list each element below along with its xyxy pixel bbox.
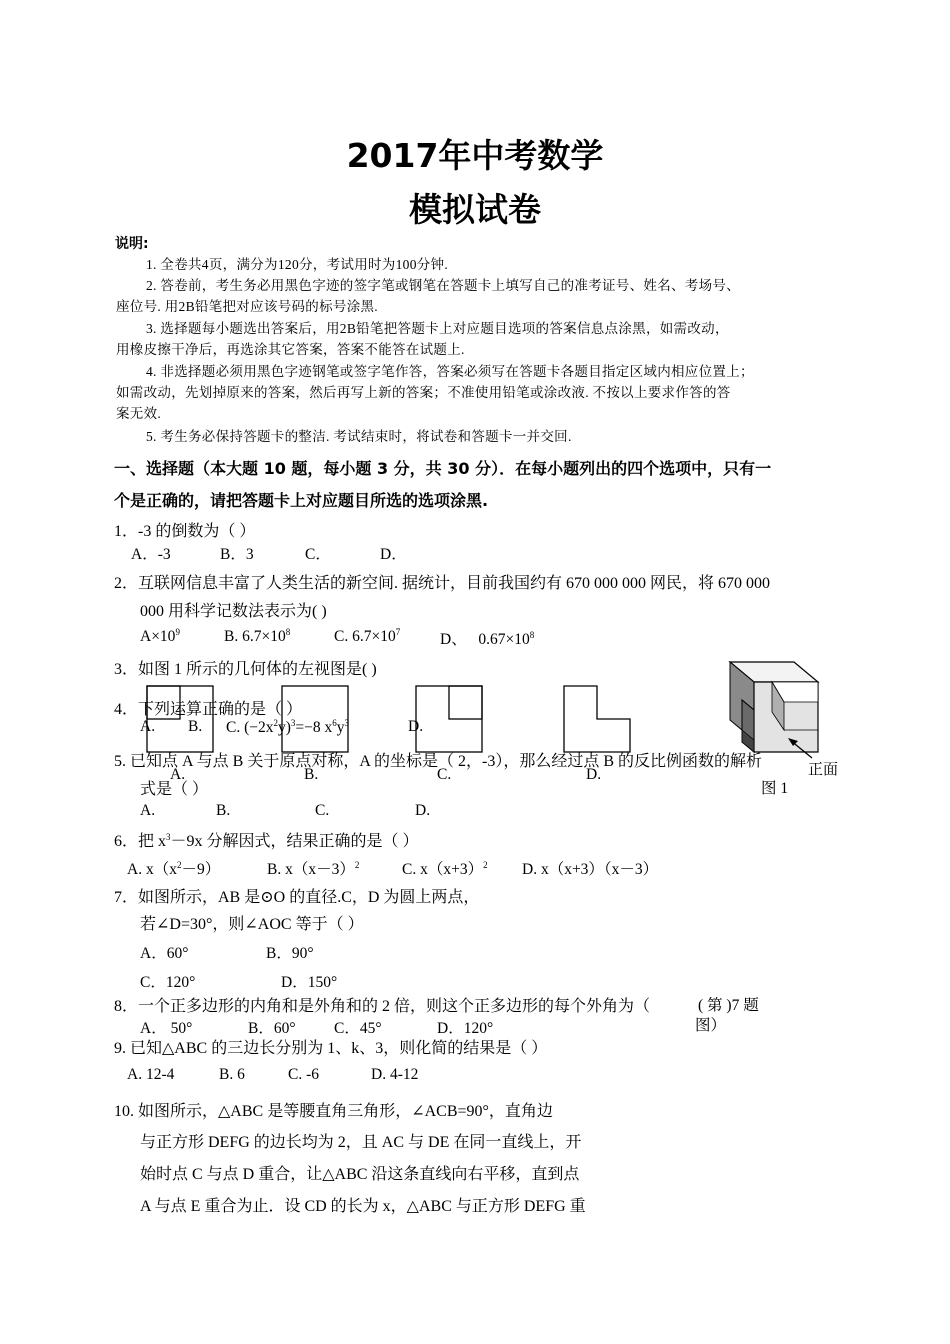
q6-option-d: D. x（x+3）（x－3）	[522, 861, 659, 878]
note-4c: 案无效.	[116, 406, 162, 421]
q8-option-a: A． 50°	[140, 1020, 193, 1037]
q4-stem: 4．下列运算正确的是（ ）	[114, 701, 303, 718]
q3-option-a-label: A.	[170, 766, 186, 783]
q6-option-a: A. $x(x^2-9)$	[127, 860, 221, 878]
q4-option-c: C. $(-2x^2y)^3=-8$ $x^6y^3$	[226, 718, 350, 736]
q9-option-d: D. 4-12	[371, 1066, 419, 1083]
note-2b: 座位号. 用2B铅笔把对应该号码的标号涂黑.	[116, 299, 378, 314]
q7-figure-caption-line2: 图）	[695, 1017, 727, 1034]
q1-option-d: D．	[380, 546, 407, 563]
q3-figure-d	[558, 684, 638, 756]
front-label: 正面	[808, 762, 839, 778]
q7-stem-line2: 若∠D=30°，则∠AOC 等于（ ）	[140, 916, 364, 933]
q9-option-b: B. 6	[219, 1066, 245, 1083]
q7-stem-line1: 7．如图所示，AB 是⊙O 的直径.C，D 为圆上两点，	[114, 889, 480, 906]
q7-option-b: B．90°	[266, 945, 314, 962]
q3-option-c-label: C.	[437, 766, 452, 783]
q3-option-d-label: D.	[586, 766, 602, 783]
q1-stem: 1．-3 的倒数为（ ）	[114, 523, 256, 540]
q2-option-b: B. $6.7\times 10^8$	[224, 627, 291, 645]
q5-option-d: D.	[415, 802, 431, 819]
q10-line4: A 与点 E 重合为止．设 CD 的长为 x，△ABC 与正方形 DEFG 重	[140, 1198, 586, 1215]
q1-option-c: C．	[305, 546, 331, 563]
q6-option-b: B. $x(x-3)^2$	[267, 860, 360, 878]
q9-option-a: A. 12-4	[127, 1066, 175, 1083]
q8-option-b: B．60°	[248, 1020, 296, 1037]
q3-stem: 3．如图 1 所示的几何体的左视图是( )	[114, 661, 377, 678]
q6-option-c: C. $x(x+3)^2$	[402, 860, 488, 878]
q7-figure-caption-line1: ( 第 )7 题	[698, 997, 759, 1014]
q5-option-b: B.	[216, 802, 231, 819]
note-3a: 3. 选择题每小题选出答案后，用2B铅笔把答题卡上对应题目选项的答案信息点涂黑，如需改动，	[146, 321, 729, 336]
q5-option-a: A.	[140, 802, 156, 819]
q2-option-c: C. $6.7\times 10^7$	[334, 627, 401, 645]
note-4b: 如需改动，先划掉原来的答案，然后再写上新的答案；不准使用铅笔或涂改液. 不按以上要求作答的答	[116, 385, 731, 400]
page-subtitle: 模拟试卷	[409, 190, 541, 229]
q2-stem-line1: 2．互联网信息丰富了人类生活的新空间. 据统计，目前我国约有 670 000 000 网民，将 670 000	[114, 575, 771, 592]
q9-option-c: C. -6	[288, 1066, 319, 1083]
q5-option-c: C.	[315, 802, 330, 819]
q1-option-b: B．3	[220, 546, 254, 563]
q5-stem-line1: 5. 已知点 A 与点 B 关于原点对称，A 的坐标是（ 2，-3），那么经过点 B 的反比例函数的解析	[114, 753, 763, 770]
q4-option-b: B.	[188, 718, 203, 735]
q4-option-d: D.	[408, 718, 424, 735]
q2-option-a: $A\times 10^9$	[140, 627, 180, 645]
q10-line1: 10. 如图所示，△ABC 是等腰直角三角形，∠ACB=90°，直角边	[114, 1103, 553, 1120]
notes-heading: 说明:	[115, 236, 149, 252]
q1-option-a: A．-3	[131, 546, 171, 563]
note-5: 5. 考生务必保持答题卡的整洁. 考试结束时，将试卷和答题卡一并交回.	[146, 429, 572, 444]
q3-option-b-label: B.	[304, 766, 319, 783]
q10-line3: 始时点 C 与点 D 重合，让△ABC 沿这条直线向右平移，直到点	[140, 1166, 580, 1183]
section-heading-line2: 个是正确的，请把答题卡上对应题目所选的选项涂黑.	[114, 491, 489, 510]
q7-option-a: A．60°	[140, 945, 189, 962]
page-title: 2017年中考数学	[346, 136, 604, 175]
note-4a: 4. 非选择题必须用黑色字迹钢笔或签字笔作答，答案必须写在答题卡各题目指定区域内相应位置上；	[146, 364, 754, 379]
q4-option-a: A.	[140, 718, 156, 735]
q2-stem-line2: 000 用科学记数法表示为( )	[140, 603, 327, 620]
q2-option-d: D、 $0.67\times 10^8$	[440, 630, 535, 648]
q8-stem: 8．一个正多边形的内角和是外角和的 2 倍，则这个正多边形的每个外角为（	[114, 998, 651, 1015]
q9-stem: 9. 已知△ABC 的三边长分别为 1、k、3，则化简的结果是（ ）	[114, 1040, 548, 1057]
note-3b: 用橡皮擦干净后，再选涂其它答案，答案不能答在试题上.	[116, 342, 465, 357]
q5-stem-line2: 式是（ ）	[140, 781, 209, 798]
q8-option-d: D．120°	[437, 1020, 494, 1037]
figure-1-caption: 图 1	[761, 780, 789, 797]
q6-stem: 6．把 $x^3-9x$ 分解因式，结果正确的是（ ）	[114, 832, 419, 850]
q8-option-c: C．45°	[334, 1020, 382, 1037]
section-heading-line1: 一、选择题（本大题 10 题，每小题 3 分，共 30 分）．在每小题列出的四个选项中，只有一	[114, 459, 772, 478]
q7-option-d: D．150°	[281, 974, 338, 991]
q7-option-c: C．120°	[140, 974, 196, 991]
q10-line2: 与正方形 DEFG 的边长均为 2，且 AC 与 DE 在同一直线上，开	[140, 1134, 582, 1151]
note-1: 1. 全卷共4页，满分为120分，考试用时为100分钟.	[146, 257, 449, 272]
note-2a: 2. 答卷前，考生务必用黑色字迹的签字笔或钢笔在答题卡上填写自己的准考证号、姓名、考场号、	[146, 278, 740, 293]
